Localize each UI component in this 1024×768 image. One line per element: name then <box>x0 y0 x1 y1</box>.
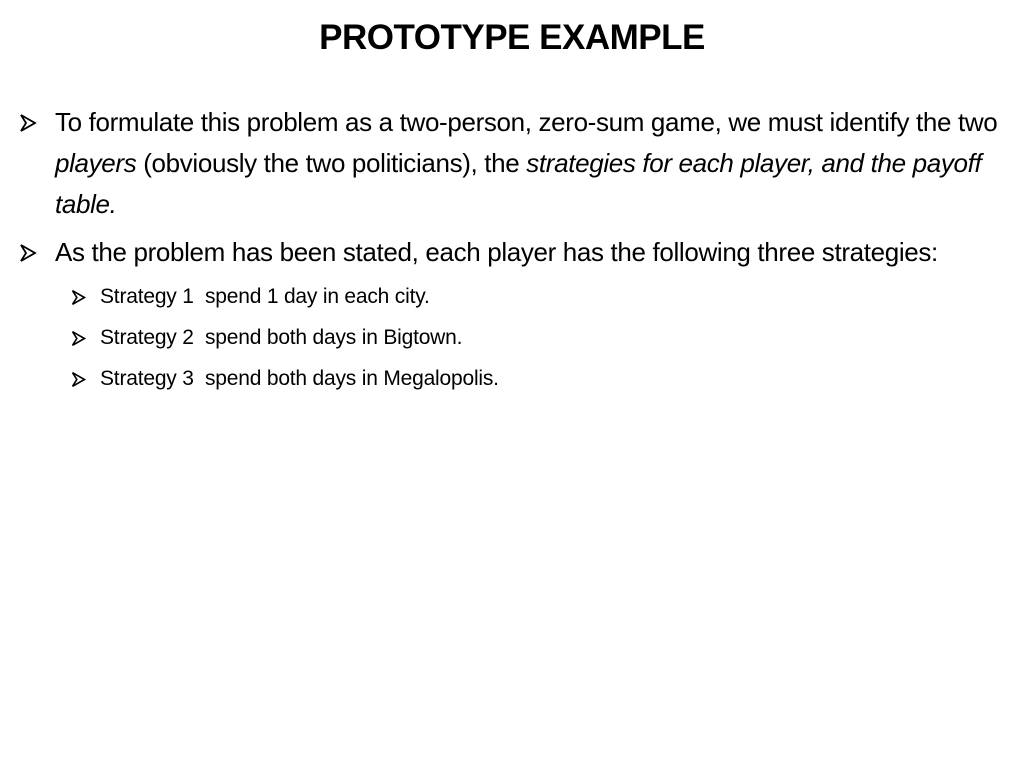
sub-bullet-item <box>70 280 1008 314</box>
bullet-text-segment: To formulate this problem as a two-person, zero-sum game, we must identify the two <box>55 107 998 137</box>
arrowhead-bullet-icon <box>18 243 38 263</box>
sub-bullet-item <box>70 321 1008 355</box>
sub-bullet-text: Strategy 3 spend both days in Megalopolis. <box>100 367 499 390</box>
sub-bullet-text: Strategy 1 spend 1 day in each city. <box>100 285 430 308</box>
arrowhead-bullet-icon <box>70 289 87 306</box>
slide-title: PROTOTYPE EXAMPLE <box>319 18 705 57</box>
bullet-text-italic: strategies for each player, and the payoff table. <box>55 148 982 219</box>
arrowhead-bullet-icon <box>70 330 87 347</box>
slide-body <box>18 102 1008 403</box>
sub-bullet-list <box>18 280 1008 396</box>
bullet-text-italic: players <box>55 148 137 178</box>
bullet-item <box>18 232 1008 273</box>
bullet-text-segment: (obviously the two politicians), the <box>136 148 527 178</box>
arrowhead-bullet-icon <box>70 371 87 388</box>
sub-bullet-text: Strategy 2 spend both days in Bigtown. <box>100 326 463 349</box>
arrowhead-bullet-icon <box>18 113 38 133</box>
bullet-item <box>18 102 1008 225</box>
sub-bullet-item <box>70 362 1008 396</box>
bullet-text: As the problem has been stated, each player has the following three strategies: <box>55 237 938 267</box>
